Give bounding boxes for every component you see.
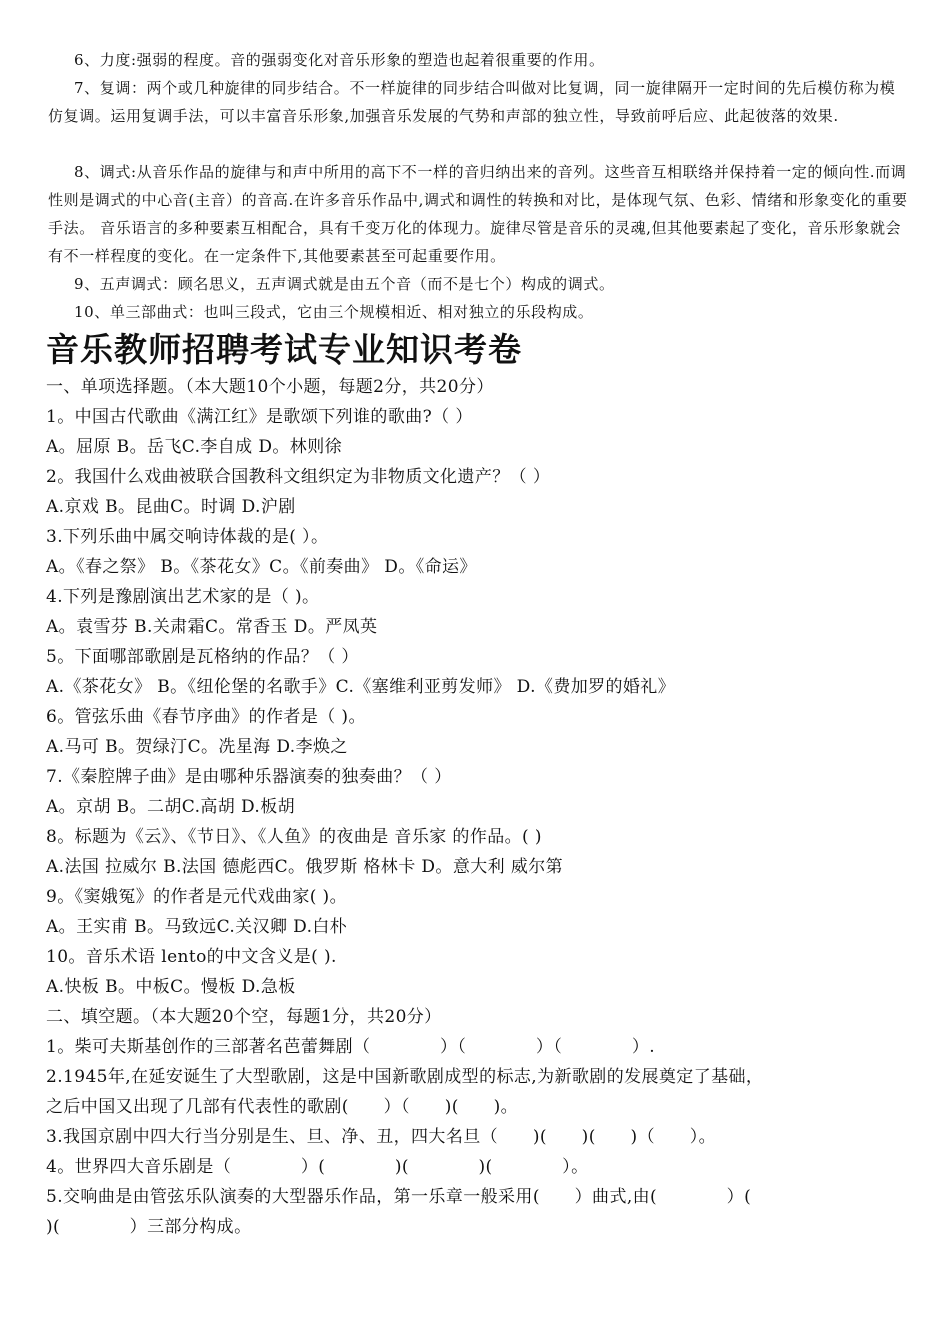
- question-6: 6。管弦乐曲《春节序曲》的作者是（ )。: [46, 707, 366, 727]
- fill-blank-1: 1。柴可夫斯基创作的三部著名芭蕾舞剧（ ）（ ）（ ）.: [46, 1037, 656, 1057]
- answer-options-9: A。王实甫 B。马致远C.关汉卿 D.白朴: [46, 917, 348, 937]
- answer-options-5: A.《茶花女》 B。《纽伦堡的名歌手》C.《塞维利亚剪发师》 D.《费加罗的婚礼》: [46, 677, 676, 697]
- exam-title: 音乐教师招聘考试专业知识考卷: [46, 330, 522, 369]
- question-7: 7.《秦腔牌子曲》是由哪种乐器演奏的独奏曲？（ ）: [46, 767, 452, 787]
- answer-options-6: A.马可 B。贺绿汀C。冼星海 D.李焕之: [46, 737, 348, 757]
- answer-options-2: A.京戏 B。昆曲C。时调 D.沪剧: [46, 497, 296, 517]
- definition-9: 9、五声调式：顾名思义，五声调式就是由五个音（而不是七个）构成的调式。: [74, 275, 615, 293]
- question-5: 5。下面哪部歌剧是瓦格纳的作品？（ ）: [46, 647, 359, 667]
- fill-blank-4: 4。世界四大音乐剧是（ ）( )( )( ）。: [46, 1157, 589, 1177]
- fill-blank-5-line2: )( ）三部分构成。: [46, 1217, 252, 1237]
- answer-options-4: A。袁雪芬 B.关肃霜C。常香玉 D。严凤英: [46, 617, 378, 637]
- question-9: 9。《窦娥冤》的作者是元代戏曲家( )。: [46, 887, 347, 907]
- question-2: 2。我国什么戏曲被联合国教科文组织定为非物质文化遗产？（ ）: [46, 467, 551, 487]
- question-1: 1。中国古代歌曲《满江红》是歌颂下列谁的歌曲?（ ）: [46, 407, 473, 427]
- answer-options-7: A。京胡 B。二胡C.高胡 D.板胡: [46, 797, 296, 817]
- answer-options-10: A.快板 B。中板C。慢板 D.急板: [46, 977, 296, 997]
- definition-8: 8、调式:从音乐作品的旋律与和声中所用的高下不一样的音归纳出来的音列。这些音互相联络并保持着一定的倾向性.而调性则是调式的中心音(主音）的音高.在许多音乐作品中,调式和调性的转换和对比，是体现气氛、色彩、情绪和形象变化的重要手法。 音乐语言的多种要素互相配合，具有千变万化的体现力。旋律尽管是音乐的灵魂,但其他要素起了变化，音乐形象就会有不一样程度的变化。在一定条件下,其他要素甚至可起重要作用。: [48, 163, 908, 265]
- question-10: 10。音乐术语 lento的中文含义是( ).: [46, 947, 337, 967]
- section2-heading: 二、填空题。（本大题20个空，每题1分，共20分）: [46, 1007, 442, 1027]
- question-3: 3.下列乐曲中属交响诗体裁的是( ）。: [46, 527, 329, 547]
- fill-blank-2-line2: 之后中国又出现了几部有代表性的歌剧( ）（ )( )。: [46, 1097, 519, 1117]
- answer-options-1: A。屈原 B。岳飞C.李自成 D。林则徐: [46, 437, 343, 457]
- answer-options-3: A。《春之祭》 B。《茶花女》C。《前奏曲》 D。《命运》: [46, 557, 477, 577]
- section1-heading: 一、单项选择题。（本大题10个小题，每题2分，共20分）: [46, 377, 494, 397]
- definition-10: 10、单三部曲式：也叫三段式，它由三个规模相近、相对独立的乐段构成。: [74, 303, 594, 321]
- fill-blank-5-line1: 5.交响曲是由管弦乐队演奏的大型器乐作品，第一乐章一般采用( ）曲式,由( ）(: [46, 1187, 752, 1207]
- fill-blank-3: 3.我国京剧中四大行当分别是生、旦、净、丑，四大名旦（ )( )( )（ ）。: [46, 1127, 717, 1147]
- definition-6: 6、力度:强弱的程度。音的强弱变化对音乐形象的塑造也起着很重要的作用。: [74, 51, 605, 69]
- question-8: 8。标题为《云》、《节日》、《人鱼》的夜曲是 音乐家 的作品。( ): [46, 827, 542, 847]
- fill-blank-2-line1: 2.1945年,在延安诞生了大型歌剧，这是中国新歌剧成型的标志,为新歌剧的发展奠定了基础，: [46, 1067, 764, 1087]
- question-4: 4.下列是豫剧演出艺术家的是（ )。: [46, 587, 320, 607]
- answer-options-8: A.法国 拉威尔 B.法国 德彪西C。俄罗斯 格林卡 D。意大利 威尔第: [46, 857, 564, 877]
- definition-7: 7、复调：两个或几种旋律的同步结合。不一样旋律的同步结合叫做对比复调，同一旋律隔开一定时间的先后模仿称为模仿复调。运用复调手法，可以丰富音乐形象,加强音乐发展的气势和声部的独立性，导致前呼后应、此起彼落的效果.: [48, 79, 896, 125]
